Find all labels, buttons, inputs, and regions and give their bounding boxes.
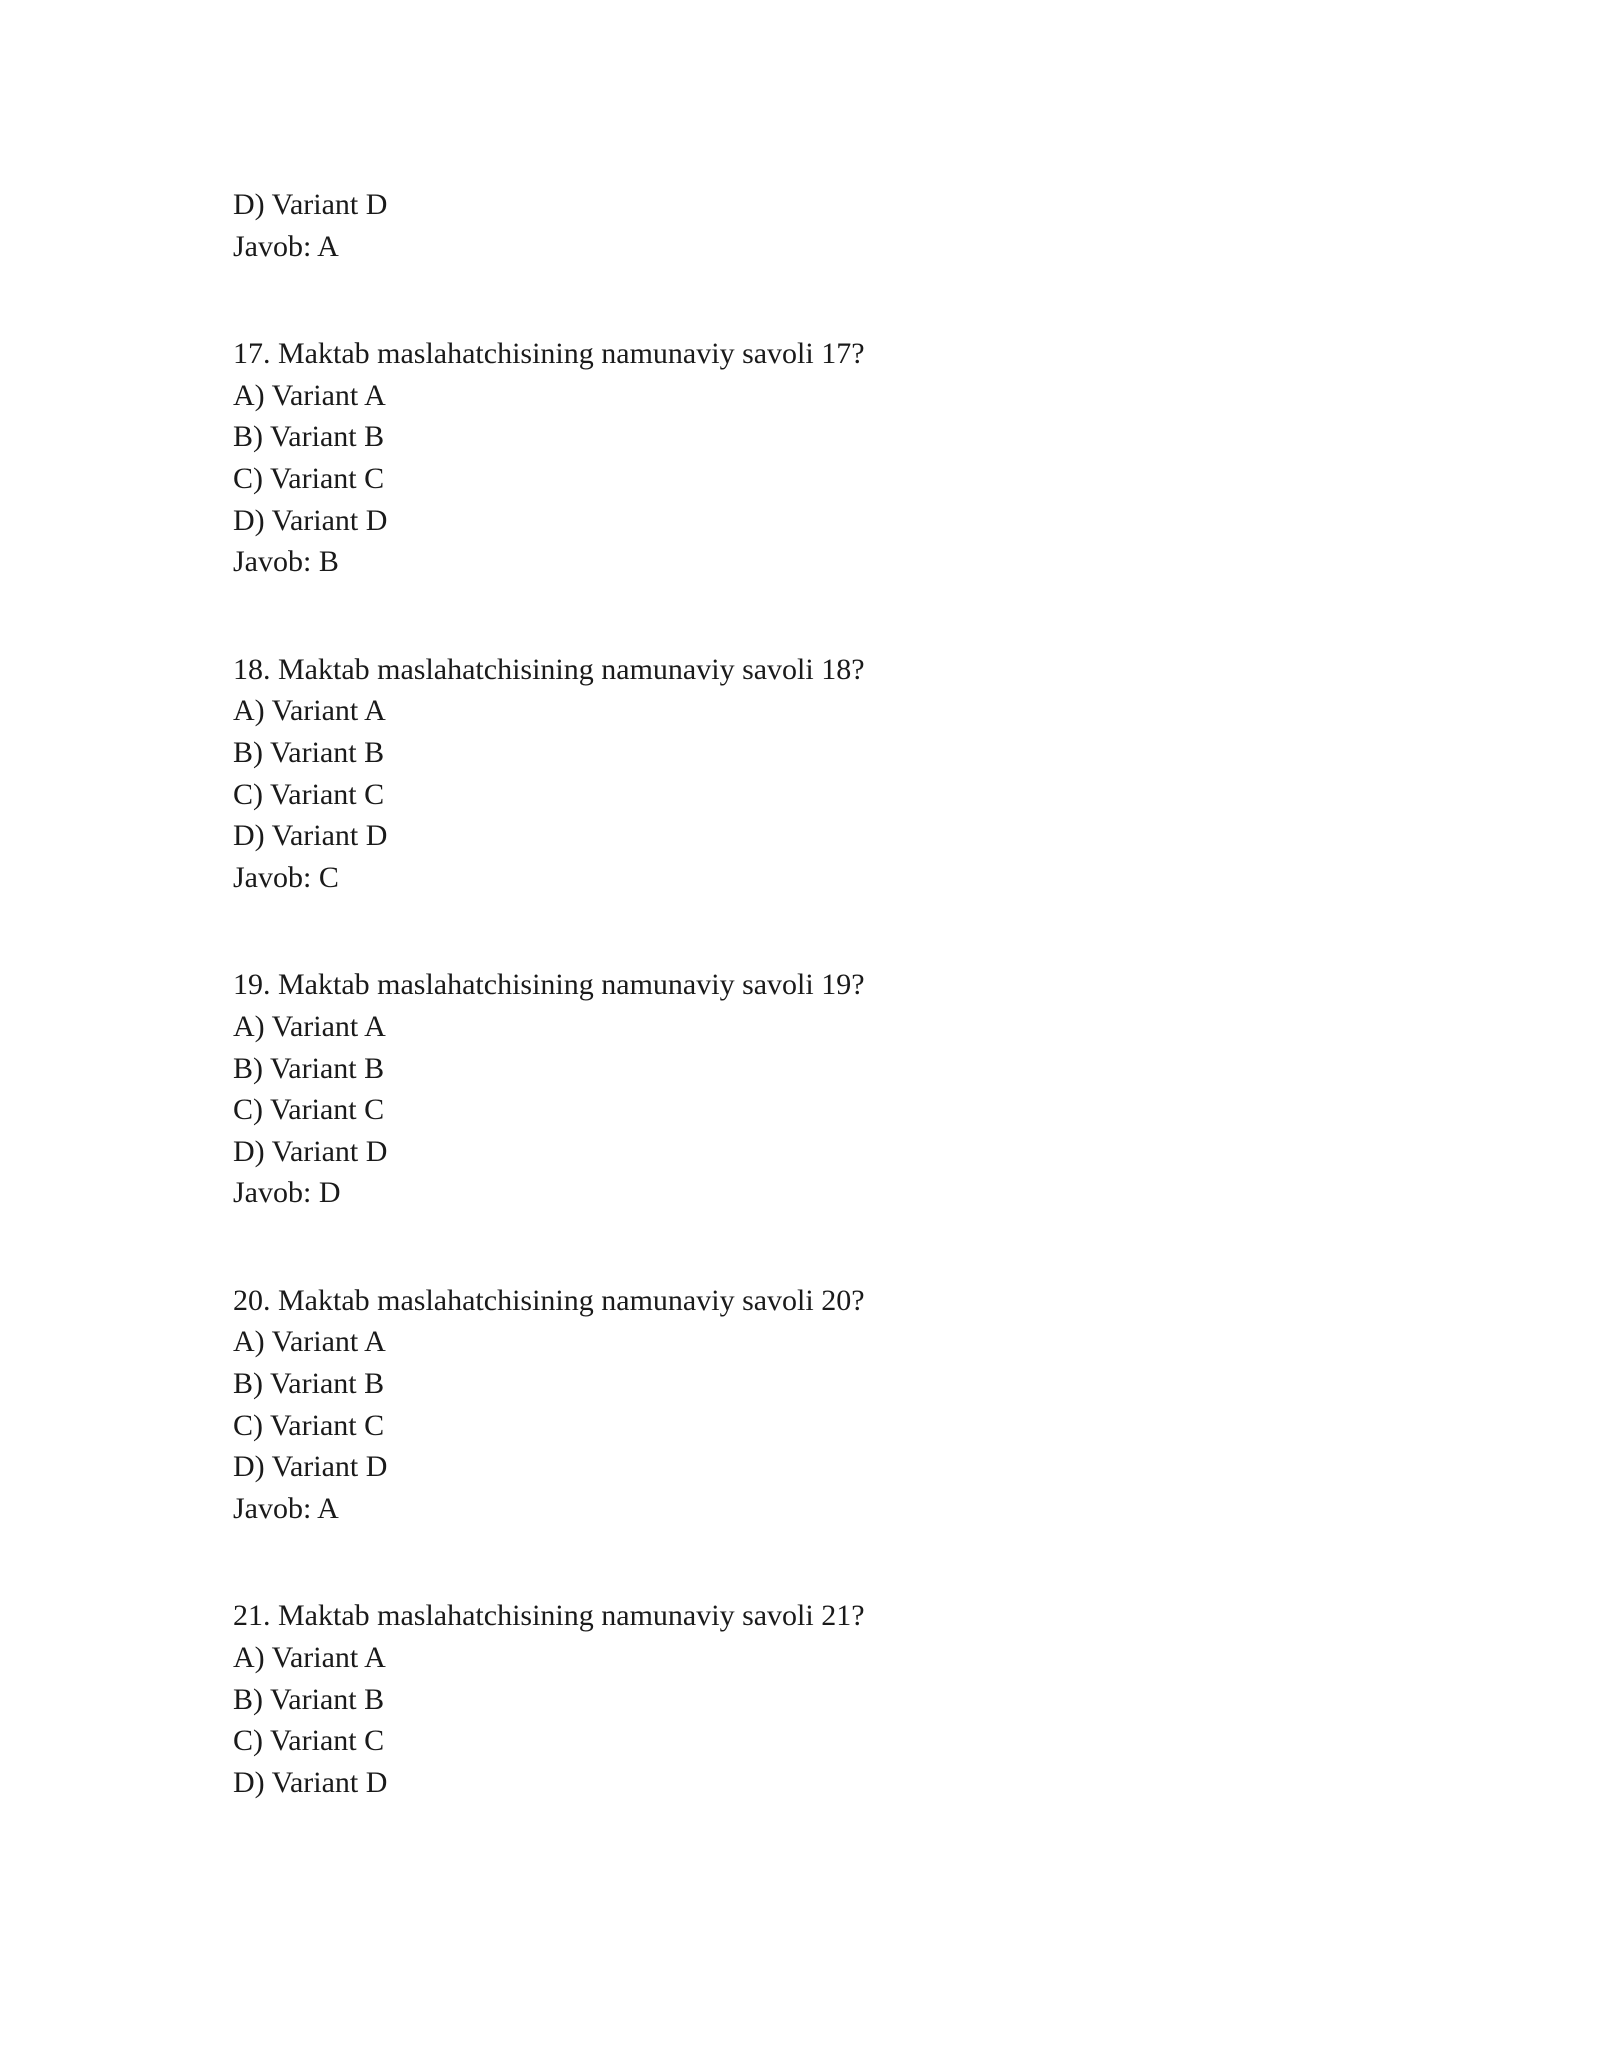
block-gap (233, 267, 1433, 333)
option-d: D) Variant D (233, 503, 388, 537)
document-content (233, 184, 1433, 1803)
option-d: D) Variant D (233, 1765, 388, 1799)
option-c: C) Variant C (233, 777, 385, 811)
answer-line: Javob: A (233, 1491, 339, 1525)
option-c: C) Variant C (233, 1408, 385, 1442)
option-a: A) Variant A (233, 378, 386, 412)
option-a: A) Variant A (233, 694, 386, 728)
option-a: A) Variant A (233, 1641, 386, 1675)
option-c: C) Variant C (233, 1724, 385, 1758)
option-a: A) Variant A (233, 1009, 386, 1043)
option-b: B) Variant B (233, 1682, 385, 1716)
answer-line: Javob: A (233, 229, 339, 263)
option-a: A) Variant A (233, 1325, 386, 1359)
question-block-17 (233, 333, 1433, 583)
option-c: C) Variant C (233, 1093, 385, 1127)
question-text: 21. Maktab maslahatchisining namunaviy savoli 21? (233, 1599, 865, 1633)
question-text: 18. Maktab maslahatchisining namunaviy savoli 18? (233, 652, 865, 686)
block-gap (233, 1214, 1433, 1280)
option-d: D) Variant D (233, 1134, 388, 1168)
option-d: D) Variant D (233, 188, 388, 221)
question-block-18 (233, 649, 1433, 899)
lead-in-block (233, 184, 1433, 267)
question-text: 19. Maktab maslahatchisining namunaviy savoli 19? (233, 968, 865, 1002)
option-c: C) Variant C (233, 461, 385, 495)
option-b: B) Variant B (233, 420, 385, 454)
question-block-21 (233, 1595, 1433, 1803)
block-gap (233, 1529, 1433, 1595)
answer-line: Javob: B (233, 545, 339, 579)
option-d: D) Variant D (233, 819, 388, 853)
block-gap (233, 583, 1433, 649)
option-b: B) Variant B (233, 1051, 385, 1085)
answer-line: Javob: C (233, 860, 339, 894)
option-b: B) Variant B (233, 735, 385, 769)
option-b: B) Variant B (233, 1367, 385, 1401)
block-gap (233, 898, 1433, 964)
answer-line: Javob: D (233, 1176, 341, 1210)
option-d: D) Variant D (233, 1450, 388, 1484)
question-block-20 (233, 1280, 1433, 1530)
question-text: 17. Maktab maslahatchisining namunaviy savoli 17? (233, 337, 865, 371)
question-text: 20. Maktab maslahatchisining namunaviy savoli 20? (233, 1283, 865, 1317)
question-block-19 (233, 964, 1433, 1214)
